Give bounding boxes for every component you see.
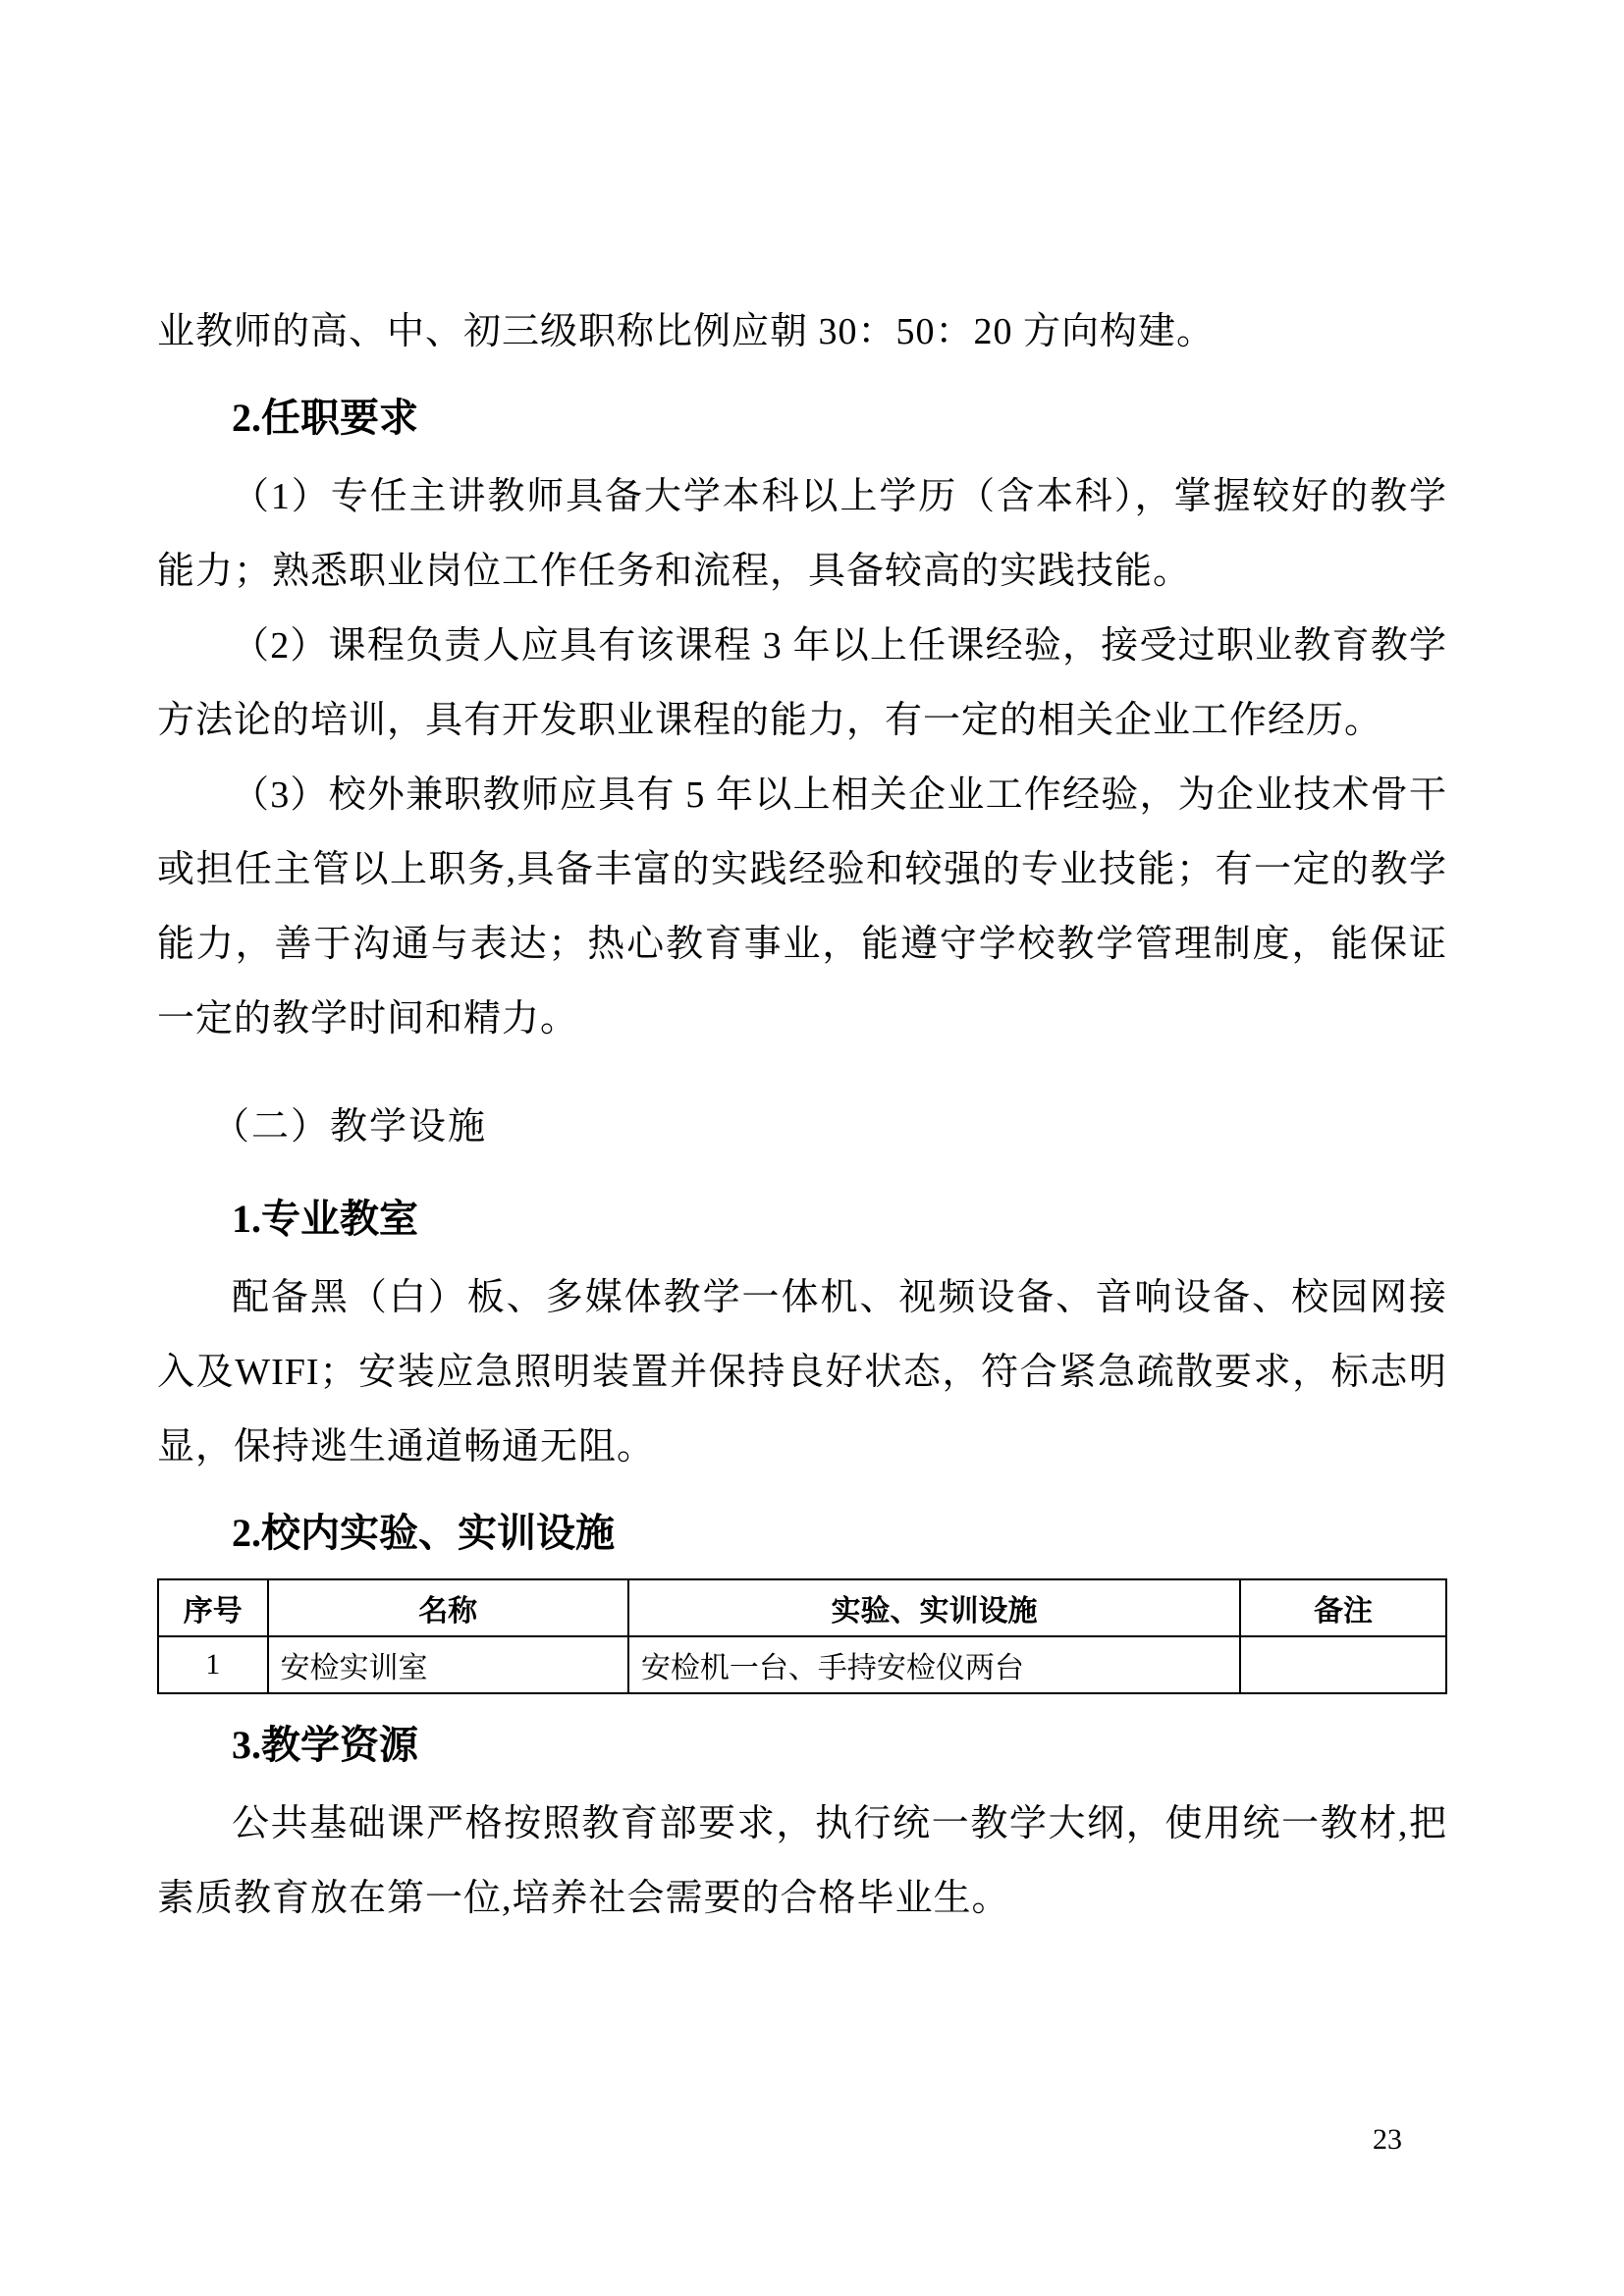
table-cell-equipment: 安检机一台、手持安检仪两台 — [628, 1636, 1240, 1693]
heading-campus-lab-facilities: 2.校内实验、实训设施 — [232, 1511, 615, 1555]
heading-qualification-requirements: 2.任职要求 — [232, 396, 418, 440]
heading-professional-classroom: 1.专业教室 — [232, 1197, 418, 1241]
paragraph-title-ratio: 业教师的高、中、初三级职称比例应朝 30：50：20 方向构建。 — [157, 311, 1216, 352]
paragraph-requirement-1: （1）专任主讲教师具备大学本科以上学历（含本科），掌握较好的教学能力；熟悉职业岗位工作任务和流程，具备较高的实践技能。 — [157, 476, 1447, 592]
paragraph-requirement-3: （3）校外兼职教师应具有 5 年以上相关企业工作经验，为企业技术骨干或担任主管以上职务,具备丰富的实践经验和较强的专业技能；有一定的教学能力，善于沟通与表达；热心教育事业，能遵守学校教学管理制度，能保证一定的教学时间和精力。 — [157, 774, 1447, 1040]
paragraph-teaching-resources: 公共基础课严格按照教育部要求，执行统一教学大纲，使用统一教材,把素质教育放在第一位,培养社会需要的合格毕业生。 — [157, 1803, 1447, 1919]
table-cell-index: 1 — [158, 1636, 268, 1693]
facilities-table-header-row — [158, 1579, 1446, 1636]
heading-teaching-resources: 3.教学资源 — [232, 1723, 418, 1767]
table-cell-remarks — [1240, 1636, 1446, 1693]
table-row — [158, 1636, 1446, 1693]
table-header-equipment: 实验、实训设施 — [628, 1579, 1240, 1636]
paragraph-classroom-equipment: 配备黑（白）板、多媒体教学一体机、视频设备、音响设备、校园网接入及WIFI；安装应急照明装置并保持良好状态，符合紧急疏散要求，标志明显，保持逃生通道畅通无阻。 — [157, 1277, 1447, 1468]
paragraph-requirement-2: （2）课程负责人应具有该课程 3 年以上任课经验，接受过职业教育教学方法论的培训，具有开发职业课程的能力，有一定的相关企业工作经历。 — [157, 625, 1447, 741]
facilities-table — [157, 1578, 1447, 1694]
heading-teaching-facilities: （二）教学设施 — [212, 1106, 488, 1148]
table-header-name: 名称 — [268, 1579, 628, 1636]
table-header-remarks: 备注 — [1240, 1579, 1446, 1636]
page-number: 23 — [1373, 2123, 1402, 2156]
table-cell-name: 安检实训室 — [268, 1636, 628, 1693]
table-header-index: 序号 — [158, 1579, 268, 1636]
